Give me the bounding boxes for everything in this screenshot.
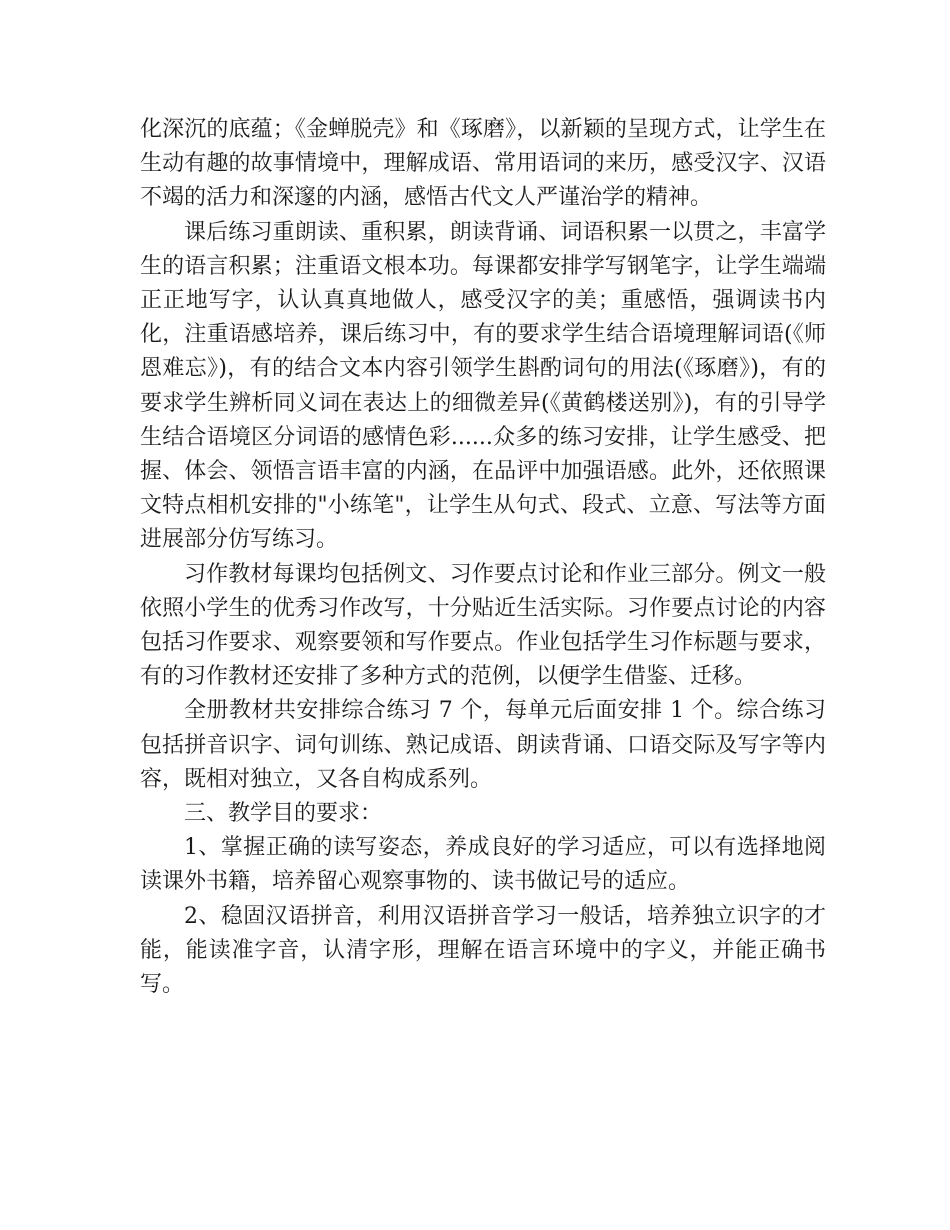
- paragraph-after-class-exercises: 课后练习重朗读、重积累，朗读背诵、词语积累一以贯之，丰富学生的语言积累；注重语文根本功。每课都安排学写钢笔字，让学生端端正正地写字，认认真真地做人，感受汉字的美；重感悟，强调读书内化，注重语感培养，课后练习中，有的要求学生结合语境理解词语(《师恩难忘》)，有的结合文本内容引领学生斟酌词句的用法(《琢磨》)，有的要求学生辨析同义词在表达上的细微差异(《黄鹤楼送别》)，有的引导学生结合语境区分词语的感情色彩......众多的练习安排，让学生感受、把握、体会、领悟言语丰富的内涵，在品评中加强语感。此外，还依照课文特点相机安排的"小练笔"，让学生从句式、段式、立意、写法等方面进展部分仿写练习。: [140, 219, 826, 553]
- section-heading-teaching-goals: 三、教学目的要求：: [184, 801, 383, 827]
- document-page: [140, 113, 826, 1002]
- paragraph-goal-1: 1、掌握正确的读写姿态，养成良好的学习适应，可以有选择地阅读课外书籍，培养留心观察事物的、读书做记号的适应。: [140, 835, 826, 895]
- paragraph-composition-materials: 习作教材每课均包括例文、习作要点讨论和作业三部分。例文一般依照小学生的优秀习作改写，十分贴近生活实际。习作要点讨论的内容包括习作要求、观察要领和写作要点。作业包括学生习作标题与要求，有的习作教材还安排了多种方式的范例，以便学生借鉴、迁移。: [140, 561, 826, 690]
- paragraph-continuation: 化深沉的底蕴；《金蝉脱壳》和《琢磨》，以新颖的呈现方式，让学生在生动有趣的故事情境中，理解成语、常用语词的来历，感受汉字、汉语不竭的活力和深邃的内涵，感悟古代文人严谨治学的精神。: [140, 117, 826, 211]
- paragraph-goal-2: 2、稳固汉语拼音，利用汉语拼音学习一般话，培养独立识字的才能，能读准字音，认清字形，理解在语言环境中的字义，并能正确书写。: [140, 903, 826, 998]
- paragraph-comprehensive-exercises: 全册教材共安排综合练习 7 个，每单元后面安排 1 个。综合练习包括拼音识字、词句训练、熟记成语、朗读背诵、口语交际及写字等内容，既相对独立，又各自构成系列。: [140, 698, 826, 792]
